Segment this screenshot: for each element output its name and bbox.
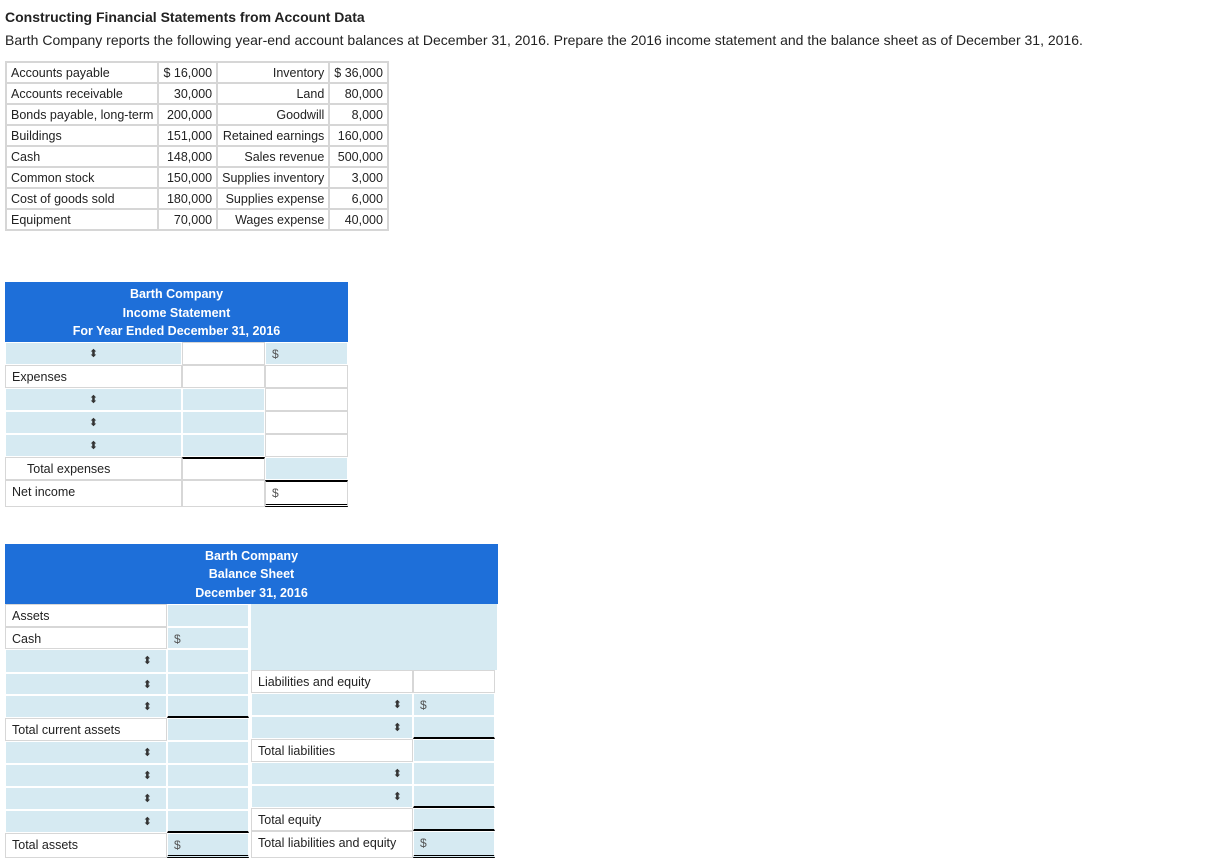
account-name: Wages expense	[217, 209, 329, 230]
balance-company-name: Barth Company	[204, 549, 299, 563]
account-name: Inventory	[217, 62, 329, 83]
total-equity-input[interactable]	[413, 808, 495, 831]
balance-date: December 31, 2016	[195, 586, 308, 600]
total-expenses-blank	[182, 457, 265, 480]
balance-sheet-header	[5, 544, 498, 604]
revenue-amount-input[interactable]	[182, 342, 265, 365]
account-value: $ 16,000	[158, 62, 217, 83]
total-assets-label: Total assets	[5, 833, 167, 858]
noncurrent-asset-input-4[interactable]	[167, 810, 249, 833]
account-name: Retained earnings	[217, 125, 329, 146]
account-name: Equipment	[6, 209, 158, 230]
cash-amount-input[interactable]: $	[167, 627, 249, 649]
expense-account-select-3[interactable]: ⬍	[5, 388, 182, 411]
account-value: 6,000	[329, 188, 388, 209]
expense-amount-input-1[interactable]	[182, 411, 265, 434]
account-name: Buildings	[6, 125, 158, 146]
noncurrent-asset-select-1[interactable]: ⬍	[5, 741, 167, 764]
account-name: Bonds payable, long-term	[6, 104, 158, 125]
current-asset-input-3[interactable]	[167, 695, 249, 718]
noncurrent-asset-select-3[interactable]: ⬍	[5, 787, 167, 810]
equity-select-1[interactable]: ⬍	[251, 762, 413, 785]
income-statement-title: Income Statement	[122, 306, 231, 320]
account-name: Land	[217, 83, 329, 104]
liabilities-equity-label: Liabilities and equity	[251, 670, 413, 693]
current-asset-input-1[interactable]	[167, 649, 249, 673]
account-name: Common stock	[6, 167, 158, 188]
account-value: $ 36,000	[329, 62, 388, 83]
total-liabilities-label: Total liabilities	[251, 739, 413, 762]
balance-sheet-title: Balance Sheet	[208, 567, 295, 581]
total-liabilities-equity-input[interactable]: $	[413, 831, 495, 858]
account-row	[6, 146, 388, 167]
total-current-assets-input[interactable]	[167, 718, 249, 741]
account-balances-table	[5, 61, 389, 231]
account-value: 500,000	[329, 146, 388, 167]
liabilities-equity-blank	[413, 670, 495, 693]
problem-intro: Barth Company reports the following year-end account balances at December 31, 2016. Prepare the 2016 income statement and the balance sheet as of December 31, 2016.	[5, 32, 1083, 48]
account-value: 3,000	[329, 167, 388, 188]
total-current-assets-label: Total current assets	[5, 718, 167, 741]
expenses-blank-mid	[182, 365, 265, 388]
liability-input-1[interactable]: $	[413, 693, 495, 716]
balance-right-spacer	[251, 604, 497, 670]
account-value: 148,000	[158, 146, 217, 167]
account-row	[6, 167, 388, 188]
account-value: 70,000	[158, 209, 217, 230]
liability-select-1[interactable]: ⬍	[251, 693, 413, 716]
account-value: 200,000	[158, 104, 217, 125]
expense-blank-right-1	[265, 411, 348, 434]
account-value: 40,000	[329, 209, 388, 230]
account-value: 150,000	[158, 167, 217, 188]
assets-label: Assets	[5, 604, 167, 627]
revenue-total-input[interactable]: $	[265, 342, 348, 365]
equity-input-1[interactable]	[413, 762, 495, 785]
net-income-input[interactable]: $	[265, 480, 348, 507]
noncurrent-asset-input-1[interactable]	[167, 741, 249, 764]
expenses-blank-right	[265, 365, 348, 388]
page-title: Constructing Financial Statements from Account Data	[5, 9, 365, 25]
total-equity-label: Total equity	[251, 808, 413, 831]
equity-input-2[interactable]	[413, 785, 495, 808]
account-name: Supplies inventory	[217, 167, 329, 188]
noncurrent-asset-input-3[interactable]	[167, 787, 249, 810]
assets-blank	[167, 604, 249, 627]
expense-blank-right-3	[265, 388, 348, 411]
account-name: Accounts receivable	[6, 83, 158, 104]
account-name: Goodwill	[217, 104, 329, 125]
liability-input-2[interactable]	[413, 716, 495, 739]
total-assets-input[interactable]: $	[167, 833, 249, 858]
account-row	[6, 62, 388, 83]
revenue-account-select[interactable]: ⬍	[5, 342, 182, 365]
account-name: Supplies expense	[217, 188, 329, 209]
account-name: Cash	[6, 146, 158, 167]
account-row	[6, 188, 388, 209]
total-expenses-input[interactable]	[265, 457, 348, 480]
total-expenses-label: Total expenses	[5, 457, 182, 480]
account-value: 151,000	[158, 125, 217, 146]
income-company-name: Barth Company	[129, 287, 224, 301]
account-value: 180,000	[158, 188, 217, 209]
noncurrent-asset-input-2[interactable]	[167, 764, 249, 787]
account-value: 30,000	[158, 83, 217, 104]
expense-amount-input-3[interactable]	[182, 388, 265, 411]
account-value: 80,000	[329, 83, 388, 104]
account-row	[6, 104, 388, 125]
account-row	[6, 209, 388, 230]
current-asset-input-2[interactable]	[167, 673, 249, 695]
expense-account-select-2[interactable]: ⬍	[5, 434, 182, 457]
net-income-label: Net income	[5, 480, 182, 507]
liability-select-2[interactable]: ⬍	[251, 716, 413, 739]
current-asset-select-3[interactable]: ⬍	[5, 695, 167, 718]
account-row	[6, 125, 388, 146]
account-row	[6, 83, 388, 104]
income-period: For Year Ended December 31, 2016	[72, 324, 281, 338]
account-name: Cost of goods sold	[6, 188, 158, 209]
total-liabilities-input[interactable]	[413, 739, 495, 762]
expense-amount-input-2[interactable]	[182, 434, 265, 457]
noncurrent-asset-select-2[interactable]: ⬍	[5, 764, 167, 787]
account-name: Accounts payable	[6, 62, 158, 83]
expenses-label: Expenses	[5, 365, 182, 388]
equity-select-2[interactable]: ⬍	[251, 785, 413, 808]
net-income-blank	[182, 480, 265, 507]
account-value: 160,000	[329, 125, 388, 146]
income-statement-header	[5, 282, 348, 342]
account-value: 8,000	[329, 104, 388, 125]
expense-account-select-1[interactable]: ⬍	[5, 411, 182, 434]
total-liabilities-equity-label: Total liabilities and equity	[251, 831, 413, 858]
current-asset-select-1[interactable]: ⬍	[5, 649, 167, 673]
expense-blank-right-2	[265, 434, 348, 457]
noncurrent-asset-select-4[interactable]: ⬍	[5, 810, 167, 833]
current-asset-select-2[interactable]: ⬍	[5, 673, 167, 695]
account-name: Sales revenue	[217, 146, 329, 167]
cash-label: Cash	[5, 627, 167, 649]
